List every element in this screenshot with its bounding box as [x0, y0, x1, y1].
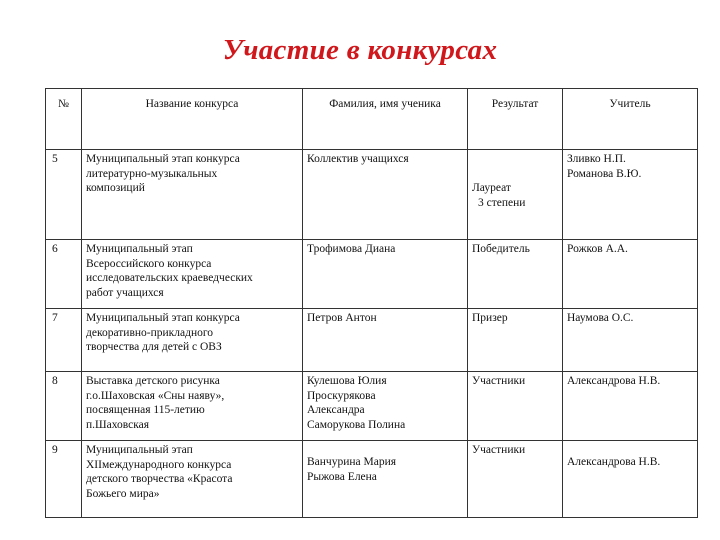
student-name: Ванчурина Мария Рыжова Елена: [303, 441, 468, 518]
row-number: 9: [46, 441, 82, 518]
contest-name: Муниципальный этап конкурса литературно-музыкальных композиций: [82, 150, 303, 240]
result-cell: [468, 150, 563, 240]
header-teacher: Учитель: [563, 89, 698, 150]
contest-name: Выставка детского рисунка г.о.Шаховская «Сны наяву», посвященная 115-летию п.Шаховская: [82, 372, 303, 441]
result-line: Лауреат: [472, 182, 511, 194]
result-cell: Участники: [468, 372, 563, 441]
teacher-name: Зливко Н.П. Романова В.Ю.: [563, 150, 698, 240]
student-name: Коллектив учащихся: [303, 150, 468, 240]
header-number: №: [46, 89, 82, 150]
teacher-name: Рожков А.А.: [563, 240, 698, 309]
teacher-name: Александрова Н.В.: [563, 441, 698, 518]
contest-name: Муниципальный этап XIIмеждународного конкурса детского творчества «Красота Божьего мира»: [82, 441, 303, 518]
teacher-name: Наумова О.С.: [563, 309, 698, 372]
student-name: Кулешова Юлия Проскурякова Александра Саморукова Полина: [303, 372, 468, 441]
result-line: 3 степени: [478, 196, 526, 209]
student-name: Петров Антон: [303, 309, 468, 372]
contest-name: Муниципальный этап Всероссийского конкурса исследовательских краеведческих работ учащихся: [82, 240, 303, 309]
result-text: [472, 167, 558, 225]
table-header-row: [46, 89, 698, 150]
row-number: 8: [46, 372, 82, 441]
student-name: Трофимова Диана: [303, 240, 468, 309]
header-contest-name: Название конкурса: [82, 89, 303, 150]
row-number: 7: [46, 309, 82, 372]
contest-name: Муниципальный этап конкурса декоративно-прикладного творчества для детей с ОВЗ: [82, 309, 303, 372]
row-number: 6: [46, 240, 82, 309]
table-row: [46, 240, 698, 309]
result-cell: Призер: [468, 309, 563, 372]
row-number: 5: [46, 150, 82, 240]
header-result: Результат: [468, 89, 563, 150]
teacher-name: Александрова Н.В.: [563, 372, 698, 441]
page-title: Участие в конкурсах: [222, 34, 498, 66]
result-cell: Участники: [468, 441, 563, 518]
table-row: [46, 309, 698, 372]
table-row: [46, 441, 698, 518]
header-student-name: Фамилия, имя ученика: [303, 89, 468, 150]
result-cell: Победитель: [468, 240, 563, 309]
contests-table: [45, 88, 698, 518]
table-row: [46, 150, 698, 240]
table-row: [46, 372, 698, 441]
